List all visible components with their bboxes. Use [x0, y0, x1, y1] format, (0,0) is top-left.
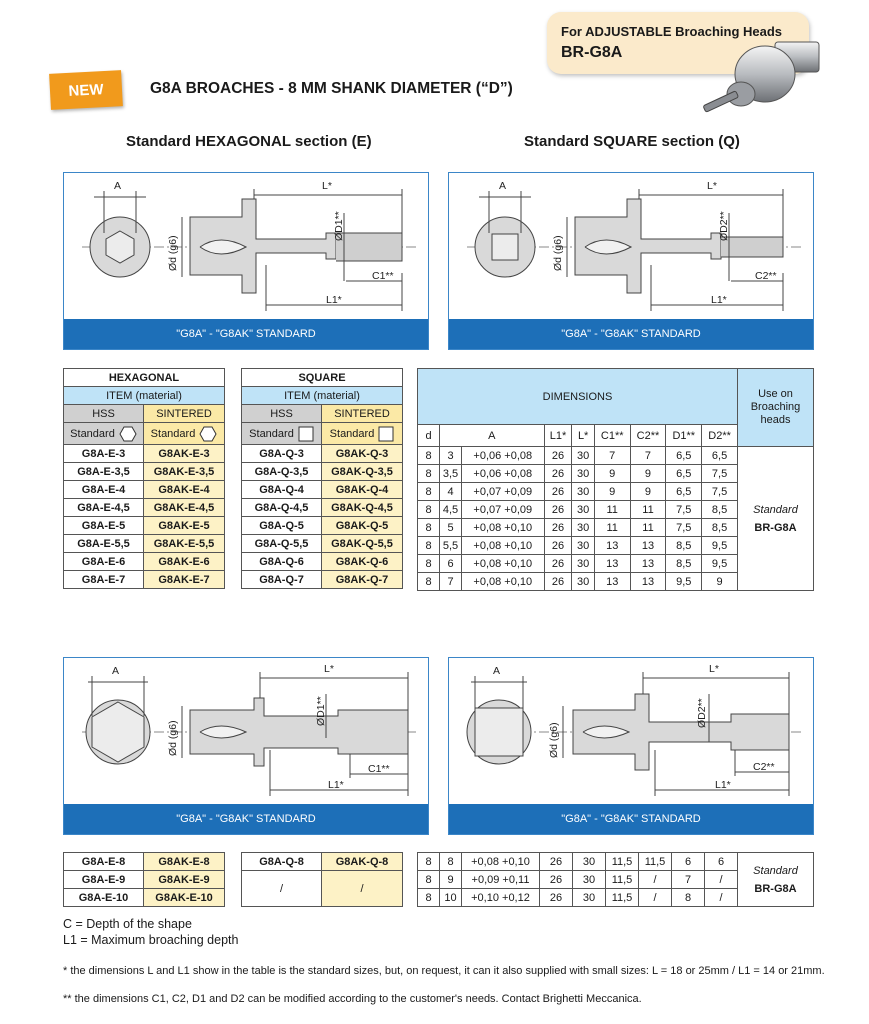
dim-label-l: L*: [322, 180, 332, 192]
cell: 11: [594, 519, 630, 537]
sintered-standard-cell: [322, 423, 403, 445]
cell: 5,5: [440, 537, 462, 555]
sintered-item: G8AK-E-4,5: [144, 499, 225, 517]
table-subtitle: ITEM (material): [242, 387, 403, 405]
hss-item: G8A-E-6: [64, 553, 144, 571]
cell: 7: [672, 871, 705, 889]
hss-item: G8A-E-3: [64, 445, 144, 463]
sintered-item: G8AK-Q-5,5: [322, 535, 403, 553]
cell: 11,5: [606, 871, 639, 889]
sintered-item: G8AK-Q-4,5: [322, 499, 403, 517]
panel-footer-label: "G8A" - "G8AK" STANDARD: [64, 804, 428, 834]
dim-label-l: L*: [709, 663, 719, 675]
hss-item: G8A-Q-3,5: [242, 463, 322, 481]
cell: 30: [572, 501, 594, 519]
dim-label-a: A: [114, 180, 122, 192]
cell: 8: [418, 483, 440, 501]
cell: 8: [418, 537, 440, 555]
dim-label-c1: C1**: [372, 270, 394, 282]
cell: 7,5: [702, 465, 738, 483]
table-title: SQUARE: [242, 369, 403, 387]
cell: 11,5: [639, 853, 672, 871]
col-c1: C1**: [594, 425, 630, 447]
hss-standard-cell: [64, 423, 144, 445]
cell: 11,5: [606, 889, 639, 907]
col-d1: D1**: [666, 425, 702, 447]
dim-label-d2: ØD2**: [718, 211, 730, 241]
cell: 6: [440, 555, 462, 573]
cell: +0,08 +0,10: [462, 537, 545, 555]
cell: 7: [594, 447, 630, 465]
hss-item: G8A-Q-4: [242, 481, 322, 499]
cell: 8: [672, 889, 705, 907]
cell: 6,5: [702, 447, 738, 465]
note-depth: C = Depth of the shape: [63, 917, 192, 931]
dim-label-c1: C1**: [368, 763, 390, 775]
cell: 8,5: [666, 537, 702, 555]
col-a: A: [440, 425, 545, 447]
sintered-item: G8AK-E-5,5: [144, 535, 225, 553]
cell: 7: [630, 447, 666, 465]
dim-label-l1: L1*: [328, 779, 344, 791]
cell: 11,5: [606, 853, 639, 871]
dim-label-d: Ød (g6): [167, 235, 179, 271]
cell: 26: [544, 447, 572, 465]
cell: 30: [573, 889, 606, 907]
square-drawing-panel: [448, 172, 814, 350]
cell: 11: [630, 519, 666, 537]
cell: 8: [418, 889, 440, 907]
sintered-item: G8AK-Q-6: [322, 553, 403, 571]
note-broaching-depth: L1 = Maximum broaching depth: [63, 933, 239, 947]
cell: +0,07 +0,09: [462, 483, 545, 501]
square-large-items-table: [241, 852, 403, 907]
footnote-sizes: * the dimensions L and L1 show in the table is the standard sizes, but, on request, it can it also supplied with small sizes: L = 18 or 25mm / L1 = 14 or 21mm.: [63, 965, 825, 977]
cell: 8: [418, 573, 440, 591]
cell: 9: [594, 483, 630, 501]
hss-item: G8A-Q-8: [242, 853, 322, 871]
use-standard: Standard: [753, 503, 798, 516]
cell: 6,5: [666, 447, 702, 465]
hss-item: G8A-Q-6: [242, 553, 322, 571]
sintered-item: G8AK-Q-3,5: [322, 463, 403, 481]
hss-item: G8A-E-10: [64, 889, 144, 907]
cell: +0,07 +0,09: [462, 501, 545, 519]
cell: 26: [544, 537, 572, 555]
cell: /: [705, 871, 738, 889]
dim-label-a: A: [493, 665, 501, 677]
use-head: BR-G8A: [754, 521, 797, 534]
square-large-broach-drawing: [449, 658, 815, 806]
use-on-header: Use on Broaching heads: [738, 369, 814, 447]
cell: 6,5: [666, 465, 702, 483]
standard-label: Standard: [70, 427, 115, 440]
sintered-item: G8AK-E-7: [144, 571, 225, 589]
standard-label: Standard: [249, 427, 294, 440]
broaching-head-image: [695, 24, 825, 124]
cell: 8: [418, 871, 440, 889]
hss-item: G8A-E-5: [64, 517, 144, 535]
col-d: d: [418, 425, 440, 447]
hexagonal-items-table: [63, 368, 225, 589]
sintered-item: G8AK-E-8: [144, 853, 225, 871]
sintered-item: G8AK-Q-7: [322, 571, 403, 589]
cell: 3,5: [440, 465, 462, 483]
hss-item: G8A-E-4,5: [64, 499, 144, 517]
hss-item: G8A-E-3,5: [64, 463, 144, 481]
cell: +0,08 +0,10: [462, 555, 545, 573]
sintered-item: G8AK-E-3,5: [144, 463, 225, 481]
cell: 6,5: [666, 483, 702, 501]
cell: 26: [544, 555, 572, 573]
cell: 30: [572, 447, 594, 465]
dim-label-d: Ød (g6): [548, 722, 560, 758]
hss-item: G8A-Q-4,5: [242, 499, 322, 517]
dim-label-d: Ød (g6): [167, 720, 179, 756]
footnote-customization: ** the dimensions C1, C2, D1 and D2 can be modified according to the customer's needs. Contact Brighetti Meccanica.: [63, 993, 642, 1005]
hss-item: G8A-E-7: [64, 571, 144, 589]
cell: 30: [572, 465, 594, 483]
dim-label-d: Ød (g6): [552, 235, 564, 271]
use-on-cell: [738, 853, 814, 907]
sintered-item: G8AK-E-9: [144, 871, 225, 889]
cell: +0,10 +0,12: [462, 889, 540, 907]
not-available: /: [242, 871, 322, 907]
cell: /: [639, 871, 672, 889]
cell: 7: [440, 573, 462, 591]
hex-drawing-panel: [63, 172, 429, 350]
hss-item: G8A-Q-7: [242, 571, 322, 589]
table-title: HEXAGONAL: [64, 369, 225, 387]
col-c2: C2**: [630, 425, 666, 447]
cell: 9,5: [702, 555, 738, 573]
cell: 7,5: [702, 483, 738, 501]
cell: 8: [418, 501, 440, 519]
square-icon: [298, 426, 314, 442]
cell: 9: [630, 483, 666, 501]
hss-item: G8A-E-4: [64, 481, 144, 499]
sintered-item: G8AK-Q-3: [322, 445, 403, 463]
standard-label: Standard: [329, 427, 375, 440]
col-d2: D2**: [702, 425, 738, 447]
cell: 26: [540, 889, 573, 907]
standard-label: Standard: [150, 427, 196, 440]
sintered-item: G8AK-E-4: [144, 481, 225, 499]
sintered-standard-cell: [144, 423, 225, 445]
dim-label-l1: L1*: [715, 779, 731, 791]
cell: 26: [544, 501, 572, 519]
cell: 30: [573, 871, 606, 889]
hexagonal-large-items-table: [63, 852, 225, 907]
square-large-drawing-panel: [448, 657, 814, 835]
cell: +0,09 +0,11: [462, 871, 540, 889]
hex-large-drawing-panel: [63, 657, 429, 835]
cell: +0,06 +0,08: [462, 447, 545, 465]
table-subtitle: ITEM (material): [64, 387, 225, 405]
callout-model: BR-G8A: [561, 44, 623, 61]
not-available: /: [322, 871, 403, 907]
sintered-item: G8AK-E-6: [144, 553, 225, 571]
hexagonal-section-title: Standard HEXAGONAL section (E): [126, 133, 372, 150]
sintered-item: G8AK-E-3: [144, 445, 225, 463]
cell: 6: [705, 853, 738, 871]
panel-footer-label: "G8A" - "G8AK" STANDARD: [449, 319, 813, 349]
cell: 3: [440, 447, 462, 465]
hss-header: HSS: [242, 405, 322, 423]
dim-label-d2: ØD2**: [696, 698, 708, 728]
new-badge: NEW: [49, 70, 123, 110]
dimensions-large-table: [417, 852, 814, 907]
cell: +0,06 +0,08: [462, 465, 545, 483]
hss-standard-cell: [242, 423, 322, 445]
cell: 13: [630, 573, 666, 591]
cell: 26: [540, 871, 573, 889]
cell: 5: [440, 519, 462, 537]
page-title: G8A BROACHES - 8 MM SHANK DIAMETER (“D”): [150, 80, 513, 97]
sintered-item: G8AK-Q-4: [322, 481, 403, 499]
dim-label-l: L*: [707, 180, 717, 192]
use-on-cell: [738, 447, 814, 591]
cell: 8: [418, 465, 440, 483]
col-l: L*: [572, 425, 594, 447]
square-icon: [378, 426, 394, 442]
cell: 13: [594, 555, 630, 573]
dim-label-c2: C2**: [755, 270, 777, 282]
cell: 8: [418, 447, 440, 465]
cell: 9,5: [666, 573, 702, 591]
cell: 30: [573, 853, 606, 871]
sintered-header: SINTERED: [322, 405, 403, 423]
dim-label-a: A: [499, 180, 507, 192]
hss-item: G8A-Q-5,5: [242, 535, 322, 553]
cell: 11: [630, 501, 666, 519]
cell: 8,5: [666, 555, 702, 573]
hss-header: HSS: [64, 405, 144, 423]
cell: 8: [418, 853, 440, 871]
dim-label-d1: ØD1**: [315, 696, 327, 726]
cell: 6: [672, 853, 705, 871]
cell: 8: [418, 519, 440, 537]
square-items-table: [241, 368, 403, 589]
cell: 7,5: [666, 519, 702, 537]
cell: 26: [544, 573, 572, 591]
cell: 8,5: [702, 501, 738, 519]
col-l1: L1*: [544, 425, 572, 447]
cell: 26: [544, 519, 572, 537]
use-head: BR-G8A: [754, 882, 797, 895]
cell: 30: [572, 555, 594, 573]
dimensions-header: DIMENSIONS: [418, 369, 738, 425]
cell: +0,08 +0,10: [462, 573, 545, 591]
cell: 9: [630, 465, 666, 483]
dim-label-l: L*: [324, 663, 334, 675]
cell: 13: [630, 555, 666, 573]
cell: 26: [544, 483, 572, 501]
cell: /: [705, 889, 738, 907]
cell: 11: [594, 501, 630, 519]
square-section-title: Standard SQUARE section (Q): [524, 133, 740, 150]
cell: 9: [702, 573, 738, 591]
cell: 10: [440, 889, 462, 907]
panel-footer-label: "G8A" - "G8AK" STANDARD: [64, 319, 428, 349]
cell: 30: [572, 537, 594, 555]
sintered-item: G8AK-Q-5: [322, 517, 403, 535]
hss-item: G8A-E-5,5: [64, 535, 144, 553]
cell: /: [639, 889, 672, 907]
cell: 26: [544, 465, 572, 483]
dim-label-a: A: [112, 665, 120, 677]
cell: 9: [594, 465, 630, 483]
sintered-item: G8AK-E-5: [144, 517, 225, 535]
cell: 8: [440, 853, 462, 871]
hss-item: G8A-Q-5: [242, 517, 322, 535]
hex-broach-drawing: [64, 173, 430, 321]
callout-subtitle: For ADJUSTABLE Broaching Heads: [561, 24, 783, 39]
hex-large-broach-drawing: [64, 658, 430, 806]
cell: 4: [440, 483, 462, 501]
cell: 9: [440, 871, 462, 889]
cell: +0,08 +0,10: [462, 853, 540, 871]
cell: 13: [630, 537, 666, 555]
cell: 13: [594, 573, 630, 591]
dim-label-l1: L1*: [326, 294, 342, 306]
cell: 9,5: [702, 537, 738, 555]
use-standard: Standard: [753, 864, 798, 877]
cell: 13: [594, 537, 630, 555]
hss-item: G8A-Q-3: [242, 445, 322, 463]
hss-item: G8A-E-8: [64, 853, 144, 871]
sintered-header: SINTERED: [144, 405, 225, 423]
cell: +0,08 +0,10: [462, 519, 545, 537]
hexagon-icon: [119, 426, 137, 442]
cell: 8,5: [702, 519, 738, 537]
dim-label-c2: C2**: [753, 761, 775, 773]
panel-footer-label: "G8A" - "G8AK" STANDARD: [449, 804, 813, 834]
dim-label-d1: ØD1**: [333, 211, 345, 241]
sintered-item: G8AK-Q-8: [322, 853, 403, 871]
hexagon-icon: [199, 426, 217, 442]
cell: 7,5: [666, 501, 702, 519]
cell: 30: [572, 519, 594, 537]
cell: 8: [418, 555, 440, 573]
cell: 26: [540, 853, 573, 871]
square-broach-drawing: [449, 173, 815, 321]
cell: 4,5: [440, 501, 462, 519]
sintered-item: G8AK-E-10: [144, 889, 225, 907]
hss-item: G8A-E-9: [64, 871, 144, 889]
dimensions-table: [417, 368, 814, 591]
cell: 30: [572, 573, 594, 591]
dim-label-l1: L1*: [711, 294, 727, 306]
cell: 30: [572, 483, 594, 501]
